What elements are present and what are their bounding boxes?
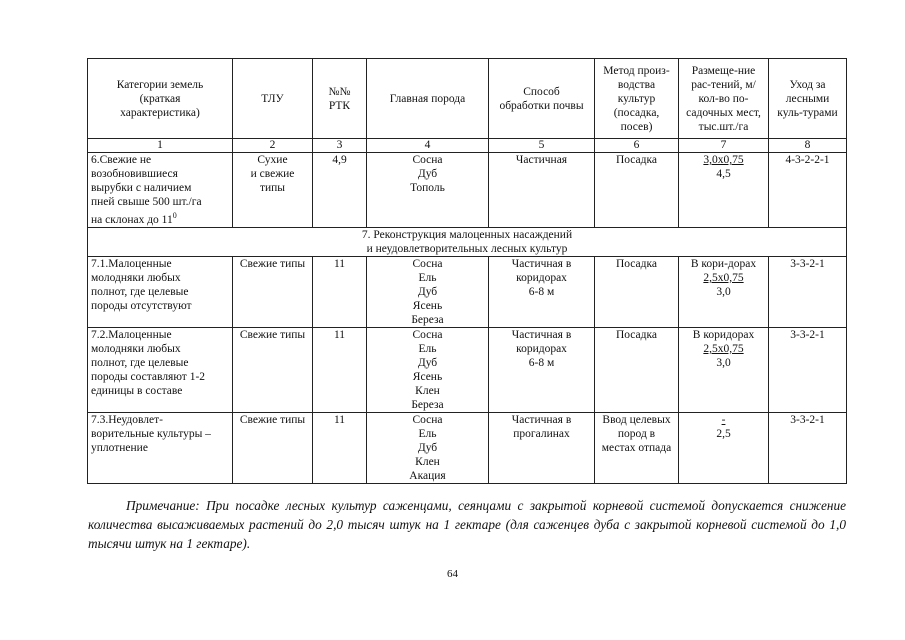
cell-rtk: 11 — [313, 256, 367, 327]
cell-rtk: 4,9 — [313, 153, 367, 228]
header-placement: Размеще-ние рас-тений, м/ кол-во по- садочных мест, тыс.шт./га — [679, 59, 769, 139]
table-header-row — [88, 59, 847, 139]
forest-culture-table — [87, 58, 847, 484]
column-number-row — [88, 139, 847, 153]
section-title: 7. Реконструкция малоценных насаждений и неудовлетворительных лесных культур — [88, 227, 847, 256]
cell-care: 3-3-2-1 — [769, 412, 847, 483]
table-note — [88, 496, 846, 553]
table-row-7-2 — [88, 327, 847, 412]
cell-rtk: 11 — [313, 327, 367, 412]
cell-species: Сосна Ель Дуб Ясень Клен Береза — [367, 327, 489, 412]
cell-category: 7.1.Малоценные молодняки любых полнот, где целевые породы отсутствуют — [88, 256, 233, 327]
cell-placement: - 2,5 — [679, 412, 769, 483]
cell-soil: Частичная — [489, 153, 595, 228]
cell-tlu: Свежие типы — [233, 256, 313, 327]
cell-soil: Частичная в коридорах 6-8 м — [489, 327, 595, 412]
cell-care: 4-3-2-2-1 — [769, 153, 847, 228]
section-row-7 — [88, 227, 847, 256]
cell-tlu: Сухие и свежие типы — [233, 153, 313, 228]
cell-category: 6.Свежие не возобновившиеся вырубки с наличием пней свыше 500 шт./га на склонах до $11^0$ — [88, 153, 233, 228]
header-rtk: №№ РТК — [313, 59, 367, 139]
degree-superscript: 0 — [172, 211, 177, 220]
table-row-6 — [88, 153, 847, 228]
cell-placement: В коридорах 2,5х0,75 3,0 — [679, 327, 769, 412]
cell-category: 7.3.Неудовлет- ворительные культуры – уплотнение — [88, 412, 233, 483]
cell-tlu: Свежие типы — [233, 412, 313, 483]
cell-method: Посадка — [595, 327, 679, 412]
cell-method: Посадка — [595, 153, 679, 228]
header-tlu: ТЛУ — [233, 59, 313, 139]
column-number: 8 — [769, 139, 847, 153]
column-number: 6 — [595, 139, 679, 153]
cell-soil: Частичная в прогалинах — [489, 412, 595, 483]
column-number: 1 — [88, 139, 233, 153]
cell-category: 7.2.Малоценные молодняки любых полнот, где целевые породы составляют 1-2 единицы в составе — [88, 327, 233, 412]
table-row-7-1 — [88, 256, 847, 327]
column-number: 3 — [313, 139, 367, 153]
cell-placement: 3,0х0,75 4,5 — [679, 153, 769, 228]
header-soil-treatment: Способ обработки почвы — [489, 59, 595, 139]
cell-care: 3-3-2-1 — [769, 327, 847, 412]
cell-placement: В кори-дорах 2,5х0,75 3,0 — [679, 256, 769, 327]
cell-tlu: Свежие типы — [233, 327, 313, 412]
page-number: 64 — [447, 568, 458, 580]
column-number: 2 — [233, 139, 313, 153]
header-main-species: Главная порода — [367, 59, 489, 139]
cell-species: Сосна Ель Дуб Клен Акация — [367, 412, 489, 483]
cell-soil: Частичная в коридорах 6-8 м — [489, 256, 595, 327]
cell-method: Ввод целевых пород в местах отпада — [595, 412, 679, 483]
header-care: Уход за лесными куль-турами — [769, 59, 847, 139]
note-text: Примечание: При посадке лесных культур саженцами, сеянцами с закрытой корневой системой допускается снижение количества высаживаемых растений до 2,0 тысяч штук на 1 гектаре (для саженцев дуба с закрытой корневой системой до 1,0 тысячи штук на 1 гектаре). — [88, 498, 846, 551]
cell-method: Посадка — [595, 256, 679, 327]
column-number: 5 — [489, 139, 595, 153]
cell-species: Сосна Дуб Тополь — [367, 153, 489, 228]
cell-rtk: 11 — [313, 412, 367, 483]
cell-species: Сосна Ель Дуб Ясень Береза — [367, 256, 489, 327]
cell-care: 3-3-2-1 — [769, 256, 847, 327]
header-category: Категории земель (краткая характеристика) — [88, 59, 233, 139]
column-number: 4 — [367, 139, 489, 153]
column-number: 7 — [679, 139, 769, 153]
header-production-method: Метод произ- водства культур (посадка, посев) — [595, 59, 679, 139]
table-row-7-3 — [88, 412, 847, 483]
